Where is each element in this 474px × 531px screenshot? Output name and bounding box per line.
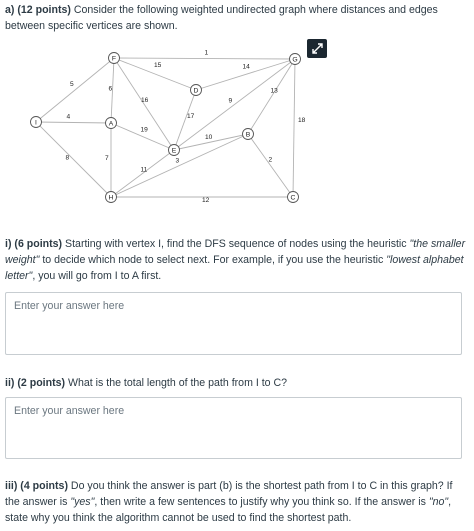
question-i-label: i) (6 points) (5, 238, 63, 250)
edge-weight-A-E: 19 (140, 126, 148, 134)
edge-B-G (248, 59, 295, 134)
question-i-text-1: Starting with vertex I, find the DFS sequence of nodes using the heuristic (65, 238, 410, 250)
answer-i-input[interactable] (5, 292, 462, 355)
question-iii-label: iii) (4 points) (5, 480, 68, 492)
vertex-label-F: F (111, 55, 117, 63)
question-ii (5, 375, 467, 391)
edge-weight-H-B: 3 (175, 157, 180, 165)
vertex-label-E: E (171, 147, 177, 155)
question-a-text: Consider the following weighted undirected graph where distances and edges between specific vertices are shown. (5, 4, 438, 32)
edge-weight-B-G: 13 (270, 87, 278, 95)
edge-weight-I-A: 4 (66, 113, 71, 121)
question-iii-yes: "yes" (70, 496, 95, 508)
edge-E-G (174, 59, 295, 150)
vertex-label-I: I (35, 119, 37, 127)
question-i-text-3: , you will go from I to A first. (32, 270, 162, 282)
question-iii-text-2: , then write a few sentences to justify why you think so. If the answer is (94, 496, 429, 508)
edge-F-E (114, 58, 174, 150)
edge-D-E (174, 90, 196, 150)
edge-E-H (111, 150, 174, 197)
edge-G-C (293, 59, 295, 197)
question-a (5, 2, 467, 34)
edge-H-B (111, 134, 248, 197)
vertex-label-A: A (108, 120, 114, 128)
edge-weight-F-D: 15 (154, 62, 162, 69)
edge-weight-E-G: 9 (228, 97, 233, 105)
vertex-label-H: H (108, 194, 114, 202)
question-i-text-2: to decide which node to select next. For example, if you use the heuristic (39, 254, 387, 266)
edge-weight-I-F: 5 (70, 81, 74, 88)
question-iii (5, 478, 467, 526)
edge-weight-E-B: 10 (205, 134, 213, 141)
edge-weight-F-A: 6 (108, 85, 113, 93)
vertex-label-B: B (245, 131, 251, 139)
edge-I-A (36, 122, 111, 123)
question-ii-label: ii) (2 points) (5, 377, 66, 389)
edge-I-H (36, 122, 111, 197)
edge-weight-E-H: 11 (140, 166, 148, 174)
expand-button[interactable] (307, 39, 327, 58)
vertex-label-C: C (290, 194, 296, 202)
edge-B-C (248, 134, 293, 197)
vertex-label-G: G (292, 56, 298, 64)
edge-weight-B-C: 2 (268, 156, 273, 164)
weighted-graph-figure (3, 37, 333, 215)
question-iii-text-1: Do you think the answer is part (b) is the shortest path from I to C in this graph? If the answer is (5, 480, 453, 508)
edge-weight-I-H: 8 (65, 154, 70, 162)
edge-weight-A-H: 7 (105, 155, 109, 162)
question-i (5, 236, 467, 284)
edge-weight-D-G: 14 (242, 63, 250, 71)
question-i-heuristic: "the smaller weight" (5, 238, 466, 266)
expand-arrows-icon (312, 43, 323, 54)
edge-weight-F-E: 16 (141, 97, 149, 104)
question-iii-text-3: , state why you think the algorithm cannot be used to find the shortest path. (5, 496, 452, 524)
edge-I-F (36, 58, 114, 122)
edge-weight-H-C: 12 (202, 197, 210, 204)
question-iii-no: "no" (428, 496, 449, 508)
question-a-label: a) (12 points) (5, 4, 71, 16)
edge-weight-D-E: 17 (187, 113, 195, 120)
question-i-example: "lowest alphabet letter" (5, 254, 464, 282)
edge-weight-F-G: 1 (204, 49, 209, 57)
edge-weight-G-C: 18 (298, 117, 306, 124)
vertex-label-D: D (193, 87, 199, 95)
answer-ii-input[interactable] (5, 397, 462, 459)
question-ii-text: What is the total length of the path from I to C? (67, 377, 288, 389)
edge-F-G (114, 58, 295, 59)
